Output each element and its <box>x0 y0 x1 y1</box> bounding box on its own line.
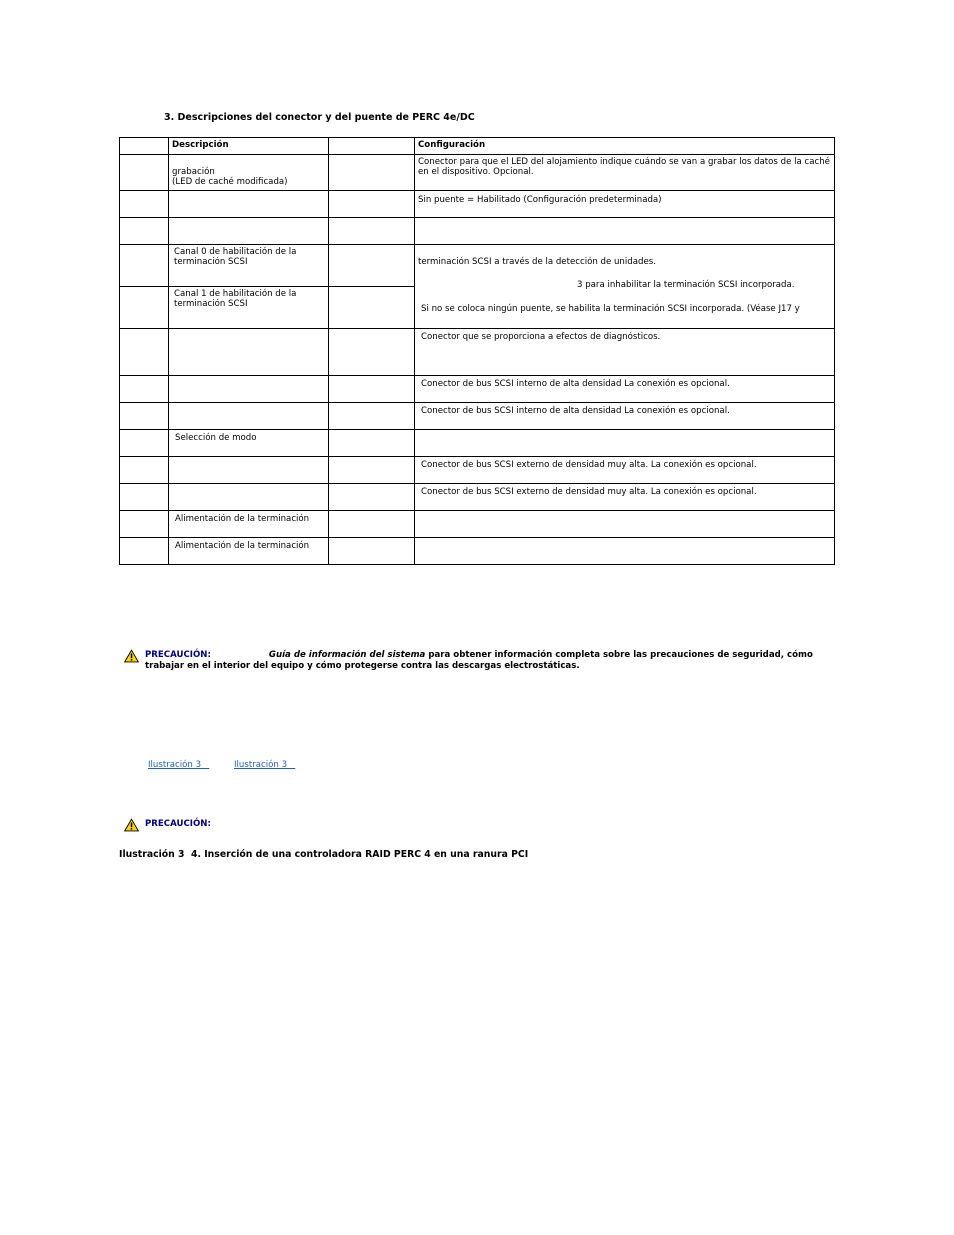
table-row <box>120 218 835 245</box>
row-description: Alimentación de la terminación <box>169 511 329 538</box>
table-row <box>120 191 835 218</box>
warning-icon <box>124 649 139 663</box>
row-description: Canal 1 de habilitación de la terminación SCSI <box>169 287 329 329</box>
table-row <box>120 403 835 430</box>
connector-jumper-table <box>119 137 835 565</box>
system-info-guide-title: Guía de información del sistema <box>268 650 426 660</box>
table-row <box>120 245 835 287</box>
table-row <box>120 376 835 403</box>
figure-link[interactable]: Ilustración 3 <box>234 760 288 770</box>
table-row <box>120 538 835 565</box>
caution-label: PRECAUCIÓN: <box>145 650 211 660</box>
caution-label: PRECAUCIÓN: <box>145 819 211 829</box>
table-row <box>120 484 835 511</box>
table-row <box>120 329 835 376</box>
row-configuration: Sin puente = Habilitado (Configuración predeterminada) <box>415 191 835 218</box>
figure-link[interactable]: Ilustración 3 <box>148 760 202 770</box>
header-configuration: Configuración <box>415 138 835 155</box>
row-description: grabación (LED de caché modificada) <box>169 155 329 191</box>
row-description: Alimentación de la terminación <box>169 538 329 565</box>
header-cell-3 <box>329 138 415 155</box>
table-row <box>120 155 835 191</box>
row-configuration: Conector de bus SCSI interno de alta densidad La conexión es opcional. <box>415 376 835 403</box>
row-configuration-merged: terminación SCSI a través de la detección de unidades. 3 para inhabilitar la terminación SCSI incorporada. Si no se coloca ningún puente, se habilita la terminación SCSI incorporada. (Véase J17 y <box>415 245 835 329</box>
table-row <box>120 430 835 457</box>
row-description: Canal 0 de habilitación de la terminación SCSI <box>169 245 329 287</box>
row-configuration: Conector de bus SCSI externo de densidad muy alta. La conexión es opcional. <box>415 457 835 484</box>
row-configuration: Conector que se proporciona a efectos de diagnósticos. <box>415 329 835 376</box>
table-header-row <box>120 138 835 155</box>
table-row <box>120 457 835 484</box>
row-description: Selección de modo <box>169 430 329 457</box>
caution-text: para obtener información completa sobre las precauciones de seguridad, cómo trabajar en el interior del equipo y cómo protegerse contra las descargas electrostáticas. <box>145 650 813 671</box>
figure-caption: Ilustración 3 4. Inserción de una controladora RAID PERC 4 en una ranura PCI <box>119 849 529 860</box>
table-row <box>120 511 835 538</box>
header-description: Descripción <box>169 138 329 155</box>
table-caption: 3. Descripciones del conector y del puente de PERC 4e/DC <box>164 112 475 123</box>
row-configuration: Conector de bus SCSI externo de densidad muy alta. La conexión es opcional. <box>415 484 835 511</box>
header-cell-1 <box>120 138 169 155</box>
row-configuration: Conector para que el LED del alojamiento indique cuándo se van a grabar los datos de la caché en el dispositivo. Opcional. <box>415 155 835 191</box>
warning-icon <box>124 818 139 832</box>
row-configuration: Conector de bus SCSI interno de alta densidad La conexión es opcional. <box>415 403 835 430</box>
